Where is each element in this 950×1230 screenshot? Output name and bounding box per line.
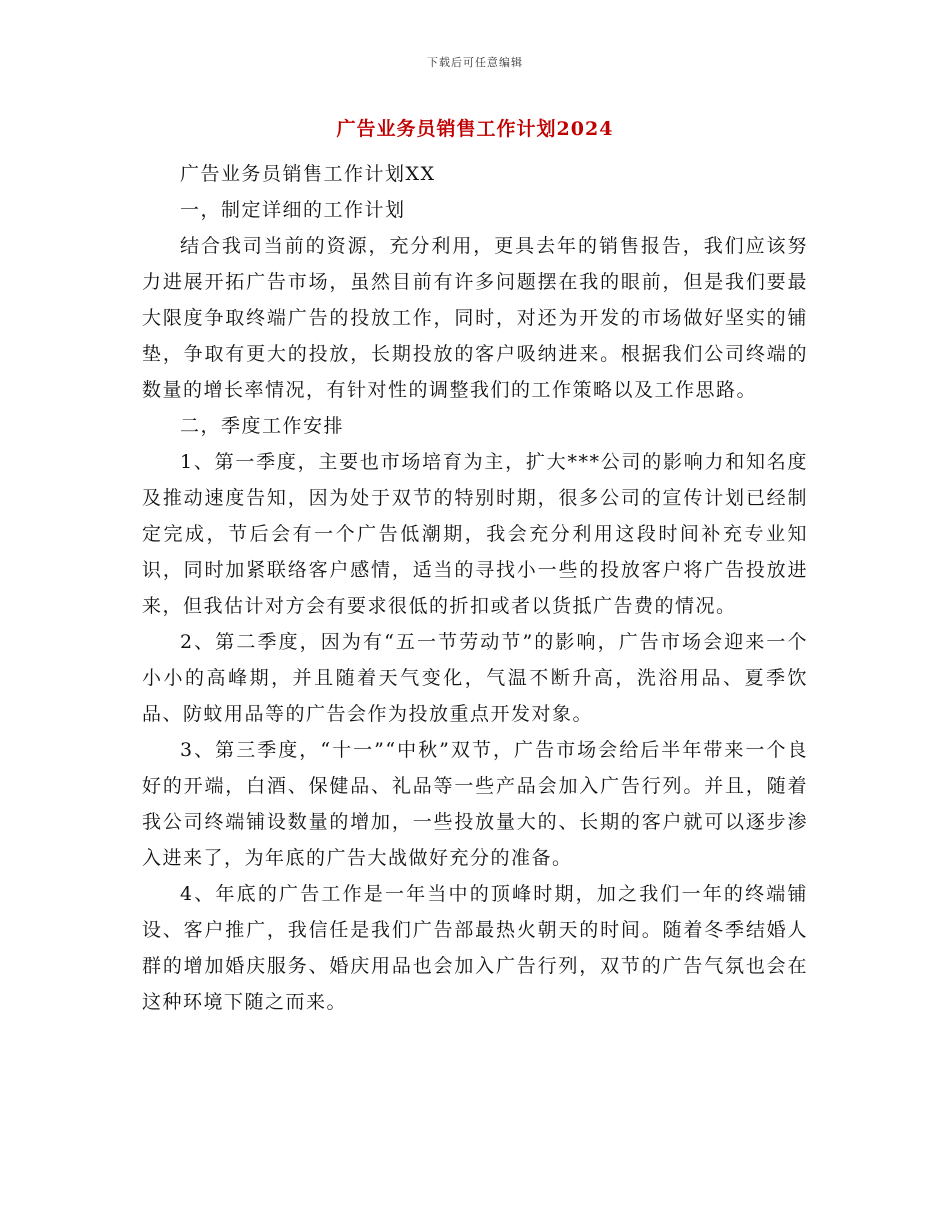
- section-heading-plan: 一，制定详细的工作计划: [180, 199, 406, 221]
- paragraph-q2: 2、第二季度，因为有“五一节劳动节”的影响，广告市场会迎来一个小小的高峰期，并且随着天气变化，气温不断升高，洗浴用品、夏季饮品、防蚊用品等的广告会作为投放重点开发对象。: [142, 631, 808, 725]
- paragraph-q4: 4、年底的广告工作是一年当中的顶峰时期，加之我们一年的终端铺设、客户推广，我信任是我们广告部最热火朝天的时间。随着冬季结婚人群的增加婚庆服务、婚庆用品也会加入广告行列，双节的广告气氛也会在这种环境下随之而来。: [142, 883, 808, 1013]
- header-note: 下载后可任意编辑: [427, 56, 523, 69]
- paragraph-q3: 3、第三季度，“十一”“中秋”双节，广告市场会给后半年带来一个良好的开端，白酒、保健品、礼品等一些产品会加入广告行列。并且，随着我公司终端铺设数量的增加，一些投放量大的、长期的客户就可以逐步渗入进来了，为年底的广告大战做好充分的准备。: [142, 739, 808, 869]
- document-title: 广告业务员销售工作计划2024: [336, 118, 614, 140]
- document-body: [142, 156, 808, 1020]
- paragraph-subtitle: 广告业务员销售工作计划XX: [180, 163, 436, 185]
- paragraph-plan: 结合我司当前的资源，充分利用，更具去年的销售报告，我们应该努力进展开拓广告市场，虽然目前有许多问题摆在我的眼前，但是我们要最大限度争取终端广告的投放工作，同时，对还为开发的市场做好坚实的铺垫，争取有更大的投放，长期投放的客户吸纳进来。根据我们公司终端的数量的增长率情况，有针对性的调整我们的工作策略以及工作思路。: [142, 235, 808, 401]
- paragraph-q1: 1、第一季度，主要也市场培育为主，扩大***公司的影响力和知名度及推动速度告知，因为处于双节的特别时期，很多公司的宣传计划已经制定完成，节后会有一个广告低潮期，我会充分利用这段时间补充专业知识，同时加紧联络客户感情，适当的寻找小一些的投放客户将广告投放进来，但我估计对方会有要求很低的折扣或者以货抵广告费的情况。: [142, 451, 808, 617]
- section-heading-quarterly: 二，季度工作安排: [180, 415, 345, 437]
